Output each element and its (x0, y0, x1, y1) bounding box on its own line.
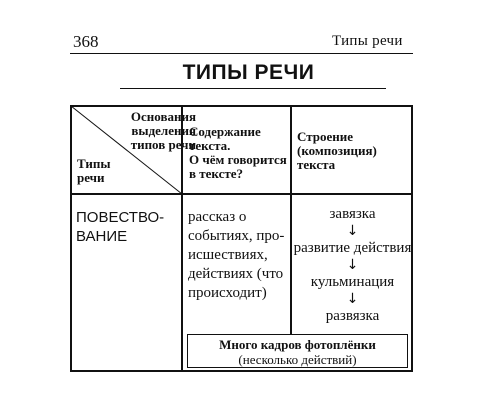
page-title: ТИПЫ РЕЧИ (182, 61, 315, 84)
header-rule (70, 53, 413, 54)
row-type-narration (76, 208, 186, 246)
row-content-line: действиях (что (188, 266, 284, 282)
column-header-line: текста. (189, 138, 231, 153)
structure-step-climax: кульминация (310, 274, 395, 290)
summary-sub: (несколько действий) (238, 352, 357, 367)
structure-step-rising-action: развитие действия (293, 240, 412, 256)
structure-step-exposition: завязка (329, 206, 376, 222)
row-type-line: ВАНИЕ (76, 228, 128, 245)
down-arrow-icon: ↓ (346, 291, 359, 307)
row-content-line: происходит) (188, 285, 267, 301)
corner-basis-line: Основания (130, 109, 196, 124)
row-content-line: исшествиях, (188, 247, 268, 263)
row-content-line: рассказ о (188, 209, 247, 225)
summary-box (187, 334, 408, 368)
table-border-bottom (70, 370, 413, 372)
summary-main: Много кадров фотоплёнки (219, 337, 376, 352)
column-header-line: Строение (297, 129, 354, 144)
page-number: 368 (73, 32, 99, 51)
column-header-line: Содержание (189, 124, 261, 139)
corner-types-line: речи (77, 170, 105, 185)
row-content-line: событиях, про- (188, 228, 285, 244)
column-header-line: текста (297, 157, 336, 172)
down-arrow-icon: ↓ (346, 257, 359, 273)
column-header-line: О чём говорится (189, 152, 287, 167)
column-header-line: в тексте? (189, 166, 244, 181)
column-header-content (189, 125, 289, 181)
structure-chain (292, 205, 413, 325)
corner-types-label (77, 157, 137, 185)
running-head: Типы речи (332, 33, 403, 49)
row-content-narration (188, 208, 288, 303)
down-arrow-icon: ↓ (346, 223, 359, 239)
corner-basis-line: типов речи (130, 137, 196, 152)
column-header-structure (297, 130, 407, 172)
corner-basis-label (96, 110, 196, 152)
structure-step-resolution: развязка (325, 308, 380, 324)
corner-types-line: Типы (77, 156, 111, 171)
row-type-line: ПОВЕСТВО- (76, 209, 165, 226)
title-rule (120, 88, 386, 89)
column-header-line: (композиция) (297, 143, 377, 158)
corner-basis-line: выделения (131, 123, 196, 138)
